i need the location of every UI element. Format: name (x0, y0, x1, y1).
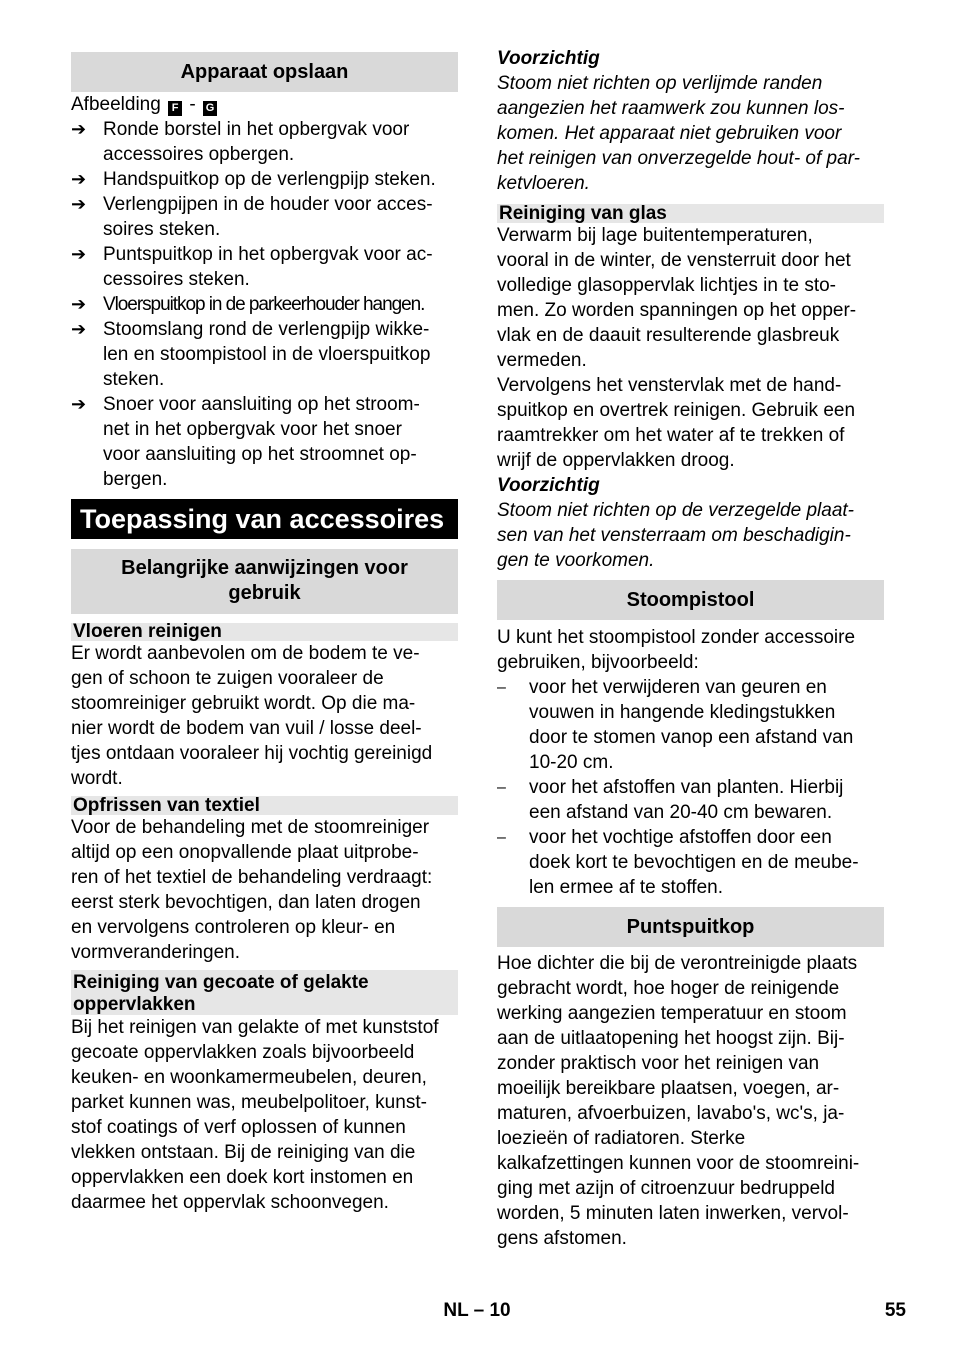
text-line: net in het opbergvak voor het snoer (103, 419, 402, 440)
text-line: wrijf de oppervlakken droog. (497, 450, 735, 471)
figure-prefix: Afbeelding (71, 94, 161, 115)
text-line: gen of schoon te zuigen vooraleer de (71, 668, 384, 689)
subheading-floors: Vloeren reinigen (71, 623, 458, 641)
text-line: aangezien het raamwerk zou kunnen los- (497, 98, 845, 119)
text-line: moeilijk bereikbare plaatsen, voegen, ar- (497, 1078, 840, 1099)
text-line: Verlengpijpen in de houder voor acces- (103, 194, 433, 215)
text-line: Vloerspuitkop in de parkeerhouder hangen. (103, 294, 425, 315)
section-heading-storage: Apparaat opslaan (71, 52, 458, 92)
dash-icon: – (497, 679, 506, 696)
text-line: voor aansluiting op het stroomnet op- (103, 444, 417, 465)
arrow-right-icon: ➔ (71, 194, 87, 214)
text-line: oppervlakken een doek kort instomen en (71, 1167, 414, 1188)
list-item-text (529, 775, 884, 825)
text-line: voor het afstoffen van planten. Hierbij (529, 777, 844, 798)
page-footer (0, 1298, 954, 1323)
text-line: Stoom niet richten op de verzegelde plaat- (497, 500, 854, 521)
text-line: gebruiken, bijvoorbeeld: (497, 652, 699, 673)
text-line: werking aangezien temperatuur en stoom (497, 1003, 847, 1024)
list-item-text (529, 675, 884, 775)
text-line: Hoe dichter die bij de verontreinigde plaats (497, 953, 858, 974)
arrow-right-icon: ➔ (71, 169, 87, 189)
text-line: het reinigen van onverzegelde hout- of par- (497, 148, 861, 169)
heading-line: Belangrijke aanwijzingen voor (121, 557, 408, 579)
text-line: gecoate oppervlakken zoals bijvoorbeeld (71, 1042, 415, 1063)
list-item (71, 392, 458, 492)
caution-paragraph (497, 498, 884, 573)
caution-label: Voorzichtig (497, 475, 600, 496)
list-item-text (103, 242, 458, 292)
text-line: vermeden. (497, 350, 587, 371)
dash-icon: – (497, 779, 506, 796)
list-item (497, 675, 884, 775)
list-item (71, 117, 458, 167)
list-item-text (103, 317, 458, 392)
text-line: U kunt het stoompistool zonder accessoire (497, 627, 856, 648)
text-line: volledige glasoppervlak lichtjes in te sto- (497, 275, 837, 296)
section-heading-steam-gun: Stoompistool (497, 580, 884, 620)
left-column (71, 45, 458, 1215)
text-line: Stoom niet richten op verlijmde randen (497, 73, 823, 94)
list-item-text (103, 292, 458, 317)
list-item-text (103, 192, 458, 242)
text-line: soires steken. (103, 219, 221, 240)
floors-paragraph (71, 641, 458, 791)
footer-label: NL – 10 (443, 1300, 511, 1321)
storage-steps-list (71, 117, 458, 492)
right-column (497, 45, 884, 1251)
chapter-title: Toepassing van accessoires (71, 499, 458, 539)
text-line: Handspuitkop op de verlengpijp steken. (103, 169, 436, 190)
steam-gun-list (497, 675, 884, 900)
text-line: len en stoompistool in de vloerspuitkop (103, 344, 431, 365)
text-line: wordt. (71, 768, 123, 789)
list-item (71, 317, 458, 392)
text-line: vlak en de daauit resulterende glasbreuk (497, 325, 840, 346)
subheading-coated (71, 970, 458, 1015)
text-line: Puntspuitkop in het opbergvak voor ac- (103, 244, 433, 265)
text-line: voor het verwijderen van geuren en (529, 677, 827, 698)
text-line: altijd op een onopvallende plaat uitprobe- (71, 842, 419, 863)
text-line: kalkafzettingen kunnen voor de stoomreini- (497, 1153, 860, 1174)
steam-gun-intro (497, 625, 884, 675)
dash-icon: – (497, 829, 506, 846)
text-line: vormveranderingen. (71, 942, 240, 963)
text-line: tjes ontdaan vooraleer hij vochtig gereinigd (71, 743, 433, 764)
text-line: komen. Het apparaat niet gebruiken voor (497, 123, 842, 144)
list-item-text (529, 825, 884, 900)
arrow-right-icon: ➔ (71, 319, 87, 339)
text-line: Stoomslang rond de verlengpijp wikke- (103, 319, 430, 340)
list-item (71, 192, 458, 242)
figure-dash: - (189, 94, 196, 115)
text-line: een afstand van 20-40 cm bewaren. (529, 802, 833, 823)
text-line: parket kunnen was, meubelpolitoer, kunst- (71, 1092, 427, 1113)
text-line: Bij het reinigen van gelakte of met kunststof (71, 1017, 439, 1038)
text-line: Verwarm bij lage buitentemperaturen, (497, 225, 813, 246)
arrow-right-icon: ➔ (71, 294, 87, 314)
list-item (71, 292, 458, 317)
list-item-text (103, 117, 458, 167)
arrow-right-icon: ➔ (71, 119, 87, 139)
text-line: ketvloeren. (497, 173, 590, 194)
text-line: doek kort te bevochtigen en de meube- (529, 852, 859, 873)
text-line: gen te voorkomen. (497, 550, 655, 571)
text-line: steken. (103, 369, 165, 390)
heading-line: Reiniging van gecoate of gelakte (73, 972, 369, 993)
text-line: gebracht wordt, hoe hoger de reinigende (497, 978, 840, 999)
text-line: sen van het vensterraam om beschadigin- (497, 525, 851, 546)
text-line: vlekken ontstaan. Bij de reiniging van die (71, 1142, 416, 1163)
text-line: bergen. (103, 469, 168, 490)
arrow-right-icon: ➔ (71, 244, 87, 264)
section-heading-nozzle: Puntspuitkop (497, 907, 884, 947)
text-line: vouwen in hangende kledingstukken (529, 702, 836, 723)
text-line: zonder praktisch voor het reinigen van (497, 1053, 820, 1074)
nozzle-paragraph (497, 951, 884, 1251)
list-item (71, 167, 458, 192)
text-line: en vervolgens controleren op kleur- en (71, 917, 396, 938)
text-line: 10-20 cm. (529, 752, 614, 773)
text-line: stoomreiniger gebruikt wordt. Op die ma- (71, 693, 416, 714)
caution-paragraph (497, 71, 884, 196)
text-line: gens afstomen. (497, 1228, 627, 1249)
text-line: Er wordt aanbevolen om de bodem te ve- (71, 643, 420, 664)
list-item (497, 775, 884, 825)
list-item-text (103, 392, 458, 492)
text-line: stof coatings of verf oplossen of kunnen (71, 1117, 406, 1138)
text-line: Ronde borstel in het opbergvak voor (103, 119, 410, 140)
list-item (71, 242, 458, 292)
heading-line: oppervlakken (73, 994, 196, 1015)
text-line: nier wordt de bodem van vuil / losse deel- (71, 718, 422, 739)
glass-paragraph (497, 223, 884, 473)
figure-reference (71, 92, 458, 117)
text-line: worden, 5 minuten laten inwerken, vervol- (497, 1203, 849, 1224)
text-line: Snoer voor aansluiting op het stroom- (103, 394, 420, 415)
figure-g-label: G (203, 101, 217, 116)
text-line: len ermee af te stoffen. (529, 877, 723, 898)
list-item (497, 825, 884, 900)
text-line: daarmee het oppervlak schoonvegen. (71, 1192, 389, 1213)
text-line: aan de uitlaatopening het hoogst zijn. Bij- (497, 1028, 845, 1049)
coated-paragraph (71, 1015, 458, 1215)
text-line: spuitkop en overtrek reinigen. Gebruik een (497, 400, 856, 421)
textile-paragraph (71, 815, 458, 965)
section-heading-important (71, 549, 458, 614)
text-line: cessoires steken. (103, 269, 250, 290)
text-line: men. Zo worden spanningen op het opper- (497, 300, 857, 321)
subheading-glass: Reiniging van glas (497, 204, 884, 223)
text-line: door te stomen vanop een afstand van (529, 727, 854, 748)
caution-label: Voorzichtig (497, 48, 600, 69)
text-line: raamtrekker om het water af te trekken of (497, 425, 845, 446)
text-line: voor het vochtige afstoffen door een (529, 827, 832, 848)
page-number: 55 (884, 1300, 906, 1321)
text-line: eerst sterk bevochtigen, dan laten drogen (71, 892, 421, 913)
list-item-text (103, 167, 458, 192)
text-line: vooral in de winter, de vensterruit door het (497, 250, 851, 271)
text-line: Vervolgens het venstervlak met de hand- (497, 375, 842, 396)
figure-f-label: F (168, 101, 182, 116)
text-line: accessoires opbergen. (103, 144, 295, 165)
text-line: ren of het textiel de behandeling verdraagt: (71, 867, 433, 888)
text-line: ging met azijn of citroenzuur bedruppeld (497, 1178, 835, 1199)
subheading-textile: Opfrissen van textiel (71, 796, 458, 815)
text-line: Voor de behandeling met de stoomreiniger (71, 817, 430, 838)
arrow-right-icon: ➔ (71, 394, 87, 414)
heading-line: gebruik (228, 582, 301, 604)
text-line: maturen, afvoerbuizen, lavabo's, wc's, ja- (497, 1103, 845, 1124)
text-line: keuken- en woonkamermeubelen, deuren, (71, 1067, 427, 1088)
text-line: loezieën of radiatoren. Sterke (497, 1128, 746, 1149)
